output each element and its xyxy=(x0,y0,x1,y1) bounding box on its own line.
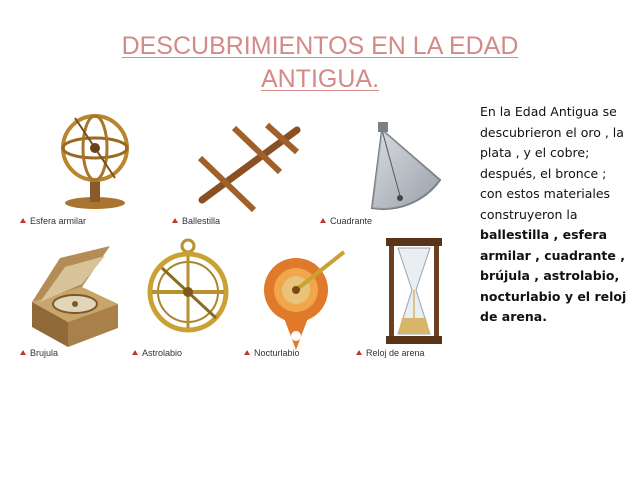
caption-nocturnal: Nocturlabio xyxy=(244,348,394,358)
instrument-astrolabe xyxy=(132,232,244,364)
hourglass-icon xyxy=(356,232,472,364)
caption-hourglass: Reloj de arena xyxy=(356,348,506,358)
description-plain: En la Edad Antigua se descubrieron el oro , la plata , y el cobre; después, el bronce ; con estos materiales construyeron la xyxy=(480,104,624,222)
caption-armillary-sphere: Esfera armilar xyxy=(20,216,170,226)
cross-staff-icon xyxy=(172,100,322,232)
caption-compass: Brujula xyxy=(20,348,170,358)
caption-marker-icon xyxy=(172,218,178,223)
caption-marker-icon xyxy=(132,350,138,355)
compass-box-icon xyxy=(20,232,132,364)
caption-cross-staff: Ballestilla xyxy=(172,216,322,226)
description-text xyxy=(480,102,630,328)
page-title xyxy=(90,30,550,96)
instrument-gallery xyxy=(20,100,472,365)
caption-marker-icon xyxy=(20,218,26,223)
astrolabe-icon xyxy=(132,232,244,364)
instrument-nocturnal xyxy=(244,232,356,364)
title-line-2: ANTIGUA. xyxy=(260,65,380,93)
description-bold: ballestilla , esfera armilar , cuadrante , brújula , astrolabio, nocturlabio y el reloj de arena. xyxy=(480,227,627,324)
title-line-1: DESCUBRIMIENTOS EN LA EDAD xyxy=(121,32,519,60)
nocturnal-icon xyxy=(244,232,356,364)
caption-quadrant: Cuadrante xyxy=(320,216,470,226)
caption-marker-icon xyxy=(244,350,250,355)
caption-marker-icon xyxy=(20,350,26,355)
instrument-cross-staff xyxy=(172,100,322,232)
quadrant-icon xyxy=(320,100,470,232)
caption-marker-icon xyxy=(320,218,326,223)
instrument-armillary-sphere xyxy=(20,100,170,232)
caption-marker-icon xyxy=(356,350,362,355)
armillary-sphere-icon xyxy=(20,100,170,232)
caption-astrolabe: Astrolabio xyxy=(132,348,282,358)
instrument-hourglass xyxy=(356,232,472,364)
instrument-quadrant xyxy=(320,100,470,232)
